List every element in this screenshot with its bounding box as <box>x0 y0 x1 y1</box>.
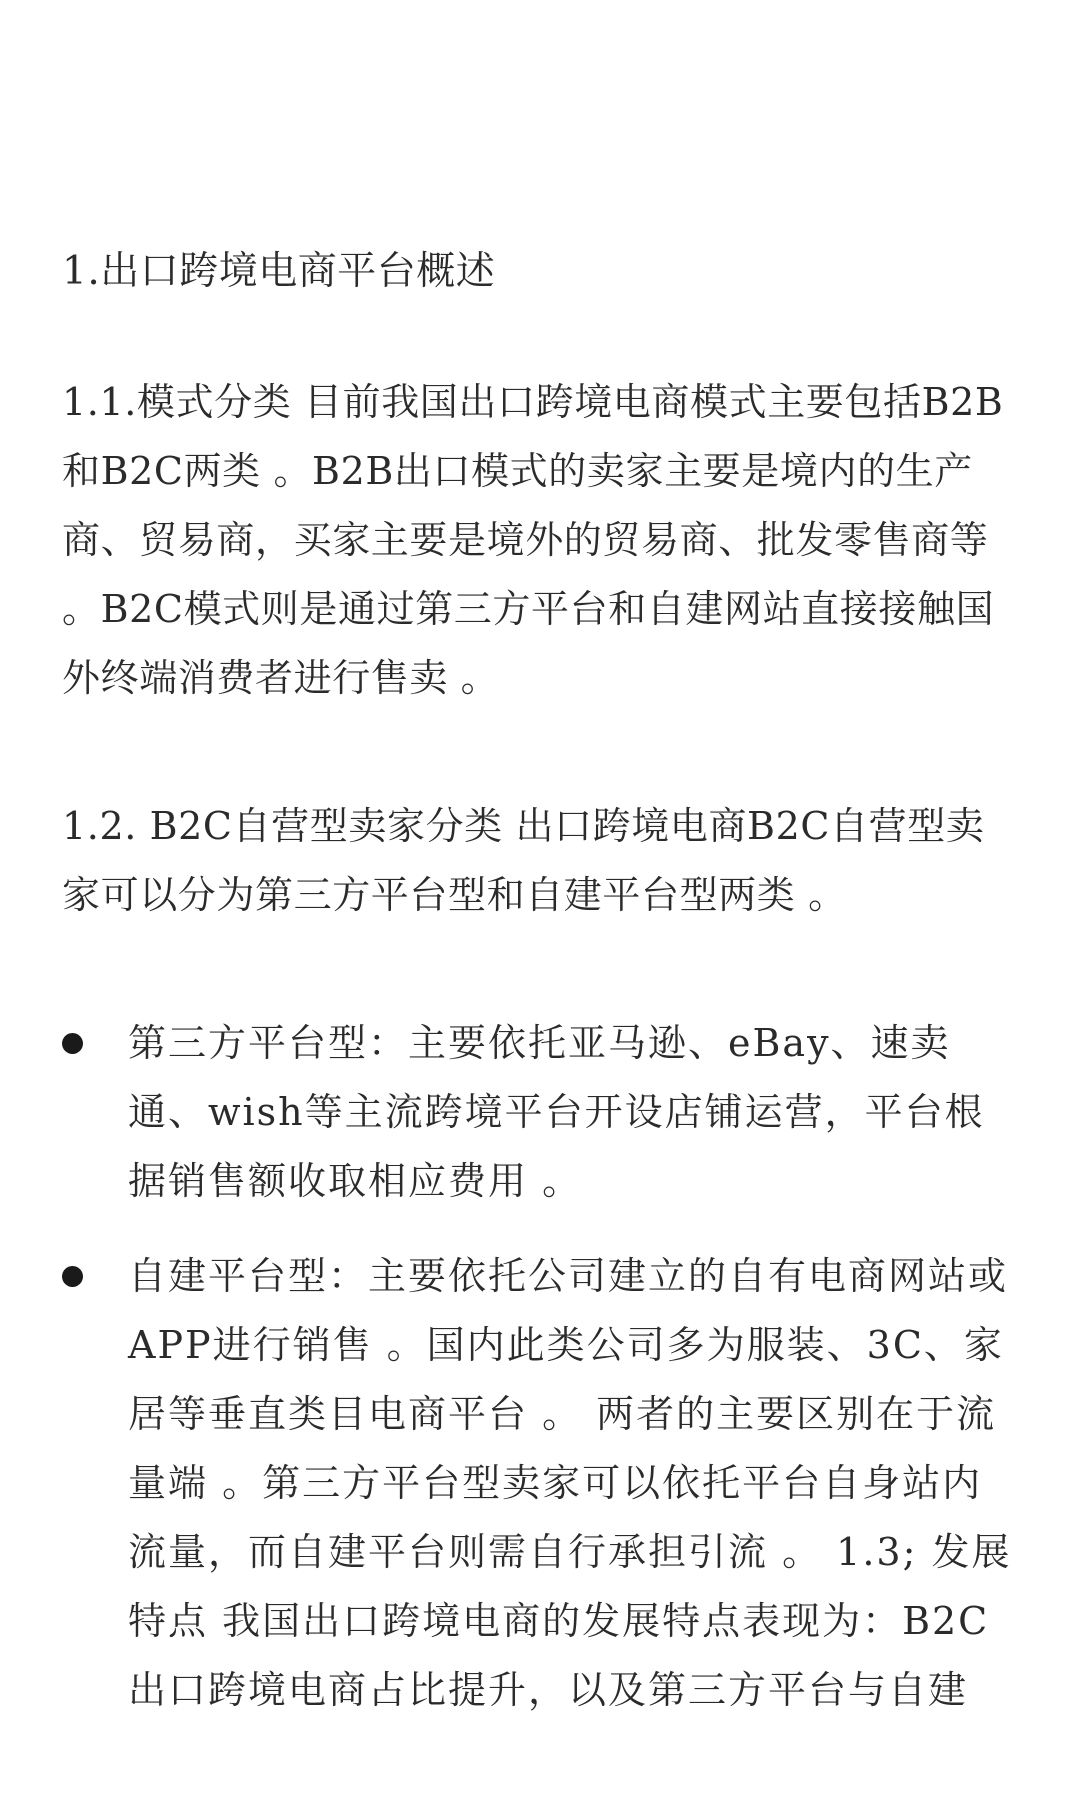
bullet-list <box>62 1009 1022 1725</box>
list-item <box>62 1242 1022 1725</box>
list-item-text: 自建平台型：主要依托公司建立的自有电商网站或APP进行销售 。国内此类公司多为服装、3C、家居等垂直类目电商平台 。 两者的主要区别在于流量端 。第三方平台型卖家可以依托平台自身站内流量，而自建平台则需自行承担引流 。 1.3; 发展特点 我国出口跨境电商的发展特点表现为：B2C出口跨境电商占比提升，以及第三方平台与自建 <box>128 1254 1012 1712</box>
list-item-text: 第三方平台型：主要依托亚马逊、eBay、速卖通、wish等主流跨境平台开设店铺运营，平台根据销售额收取相应费用 。 <box>128 1021 985 1203</box>
list-item <box>62 1009 1022 1216</box>
paragraph-mode-classification: 1.1.模式分类 目前我国出口跨境电商模式主要包括B2B和B2C两类 。B2B出口模式的卖家主要是境内的生产商、贸易商，买家主要是境外的贸易商、批发零售商等 。B2C模式则是通过第三方平台和自建网站直接接触国外终端消费者进行售卖 。 <box>62 380 1004 700</box>
section-heading: 1.出口跨境电商平台概述 <box>62 249 496 294</box>
bullet-dot-icon <box>62 1033 83 1054</box>
paragraph-b2c-seller-classification: 1.2. B2C自营型卖家分类 出口跨境电商B2C自营型卖家可以分为第三方平台型和自建平台型两类 。 <box>62 804 985 917</box>
article-body <box>62 238 1022 1725</box>
bullet-dot-icon <box>62 1266 83 1287</box>
